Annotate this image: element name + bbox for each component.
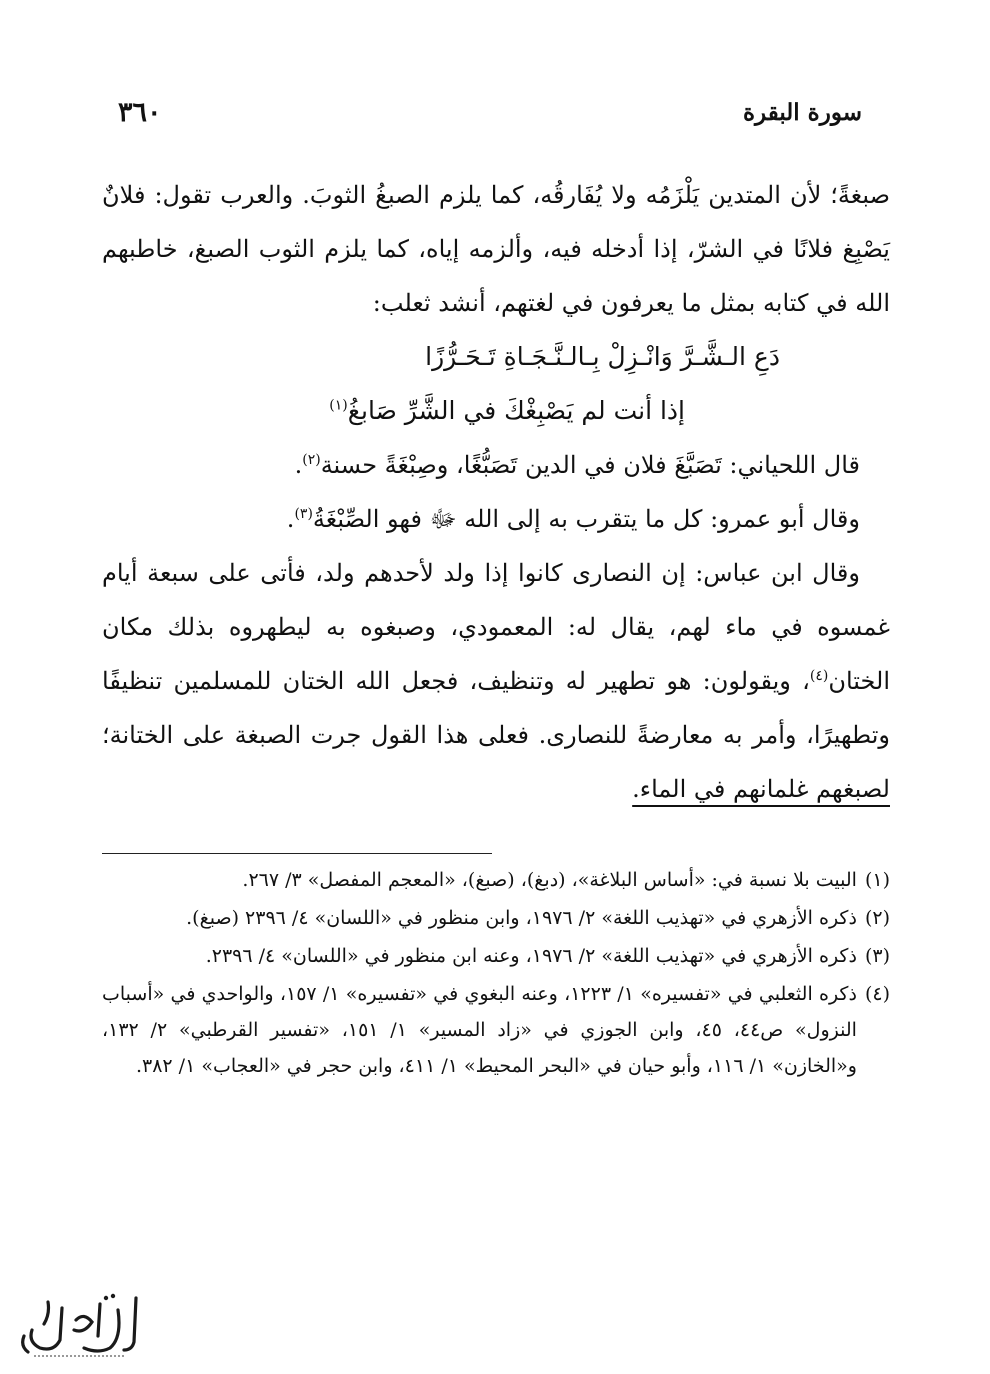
paragraph-3-text: وقال أبو عمرو: كل ما يتقرب به إلى الله ﷻ فهو الصِّبْغَةُ <box>312 505 860 533</box>
footnote-text: البيت بلا نسبة في: «أساس البلاغة»، (دبغ)، (صبغ)، «المعجم المفصل» ٣/ ٢٦٧. <box>242 869 857 891</box>
footnote-text: ذكره الأزهري في «تهذيب اللغة» ٢/ ١٩٧٦، وابن منظور في «اللسان» ٤/ ٢٣٩٦ (صبغ). <box>186 907 857 929</box>
footnote-ref-1[interactable]: (١) <box>329 397 348 414</box>
footnote-number: (٢) <box>864 907 890 929</box>
poetry-verse-2 <box>102 384 890 438</box>
paragraph-4 <box>102 546 890 816</box>
paragraph-3: وقال أبو عمرو: كل ما يتقرب به إلى الله ﷻ فهو الصِّبْغَةُ$^{(٣)}$. <box>286 505 860 533</box>
footnote-ref-4[interactable]: (٤) <box>809 668 829 684</box>
poetry-verse-2-text: إذا أنت لم يَصْبِغْكَ في الشَّرِّ صَابغُ <box>347 396 685 425</box>
paragraph-4-text-a: وقال ابن عباس: إن النصارى كانوا إذا ولد لأحدهم ولد، فأتى على سبعة أيام غمسوه في ماء لهم، يقال له: المعمودي، وصبغوه به ليطهروه بذلك مكان الختان <box>102 559 890 695</box>
footnote-ref-3[interactable]: (٣) <box>294 506 313 522</box>
paragraph-1: صبغةً؛ لأن المتدين يَلْزَمُه ولا يُفَارقُه، كما يلزم الصبغُ الثوبَ. والعرب تقول: فلانٌ يَصْبِغ فلانًا في الشرّ، إذا أدخله فيه، وألزمه إياه، كما يلزم الثوب الصبغ، خاطبهم الله في كتابه بمثل ما يعرفون في لغتهم، أنشد ثعلب: <box>102 181 890 317</box>
footnote-divider <box>102 853 492 854</box>
footnote-ref-2[interactable]: (٢) <box>302 452 321 468</box>
page-number: ٣٦٠ <box>118 96 162 128</box>
footnotes <box>102 862 890 1086</box>
footnote-number: (٤) <box>864 983 890 1005</box>
footnote-text: ذكره الأزهري في «تهذيب اللغة» ٢/ ١٩٧٦، وعنه ابن منظور في «اللسان» ٤/ ٢٣٩٦. <box>205 945 857 967</box>
paragraph-2-text: قال اللحياني: تَصَبَّغَ فلان في الدين تَصَبُّغًا، وصِبْغَةً حسنة <box>320 451 860 479</box>
main-text <box>102 168 890 816</box>
paragraph-2: قال اللحياني: تَصَبَّغَ فلان في الدين تَصَبُّغًا، وصِبْغَةً حسنة$^{(٢)}$. <box>294 451 860 479</box>
footnote-3 <box>102 938 890 974</box>
footnote-number: (١) <box>864 869 890 891</box>
footnote-2 <box>102 900 890 936</box>
footnote-text: ذكره الثعلبي في «تفسيره» ١/ ١٢٢٣، وعنه البغوي في «تفسيره» ١/ ١٥٧، والواحدي في «أسباب النزول» ص٤٤، ٤٥، وابن الجوزي في «زاد المسير» ١/ ١٥١، «تفسير القرطبي» ٢/ ١٣٢، و«الخازن» ١/ ١١٦، وأبو حيان في «البحر المحيط» ١/ ٤١١، وابن حجر في «العجاب» ١/ ٣٨٢. <box>102 983 857 1077</box>
publisher-calligraphy-logo <box>14 1290 144 1360</box>
poetry-verse-1: دَعِ الـشَّـرَّ وَانْـزِلْ بِـالـنَّـجَـاةِ تَـحَـرُّزًا <box>425 342 780 371</box>
surah-name: سورة البقرة <box>742 98 862 126</box>
footnote-number: (٣) <box>864 945 890 967</box>
paragraph-4-text-b: ، ويقولون: هو تطهير له وتنظيف، فجعل الله الختان للمسلمين تنظيفًا وتطهيرًا، وأمر به معارضةً للنصارى. فعلى هذا القول جرت الصبغة على الختانة؛ <box>102 667 890 749</box>
paragraph-4-text-underlined: لصبغهم غلمانهم في الماء. <box>632 775 890 803</box>
footnote-1 <box>102 862 890 898</box>
page-header <box>118 92 862 132</box>
footnote-4 <box>102 976 890 1084</box>
